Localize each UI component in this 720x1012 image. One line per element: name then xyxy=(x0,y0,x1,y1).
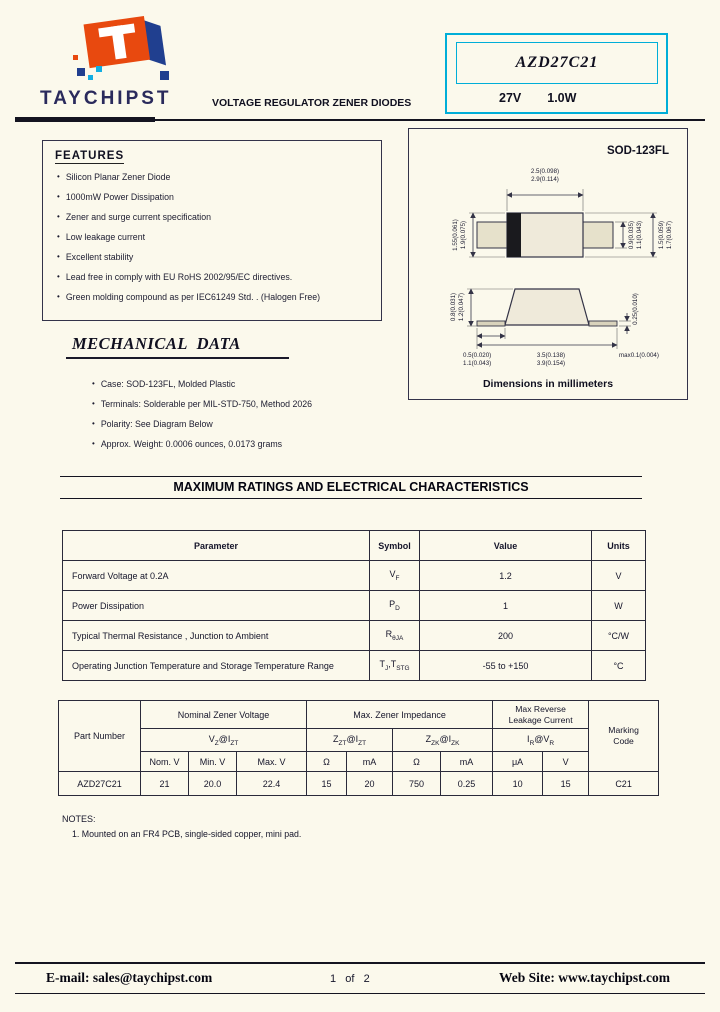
notes-item: 1. Mounted on an FR4 PCB, single-sided copper, mini pad. xyxy=(72,829,302,839)
symbol-sub: F xyxy=(395,574,400,582)
symbol-sub: J xyxy=(384,664,389,672)
col-header-units: Units xyxy=(592,531,646,561)
ratings-title: MAXIMUM RATINGS AND ELECTRICAL CHARACTERISTICS xyxy=(60,476,642,499)
mechanical-item: • Approx. Weight: 0.0006 ounces, 0.0173 grams xyxy=(92,439,312,449)
col-header-value: Value xyxy=(420,531,592,561)
mechanical-list xyxy=(92,379,312,459)
symbol-sub: D xyxy=(395,604,400,612)
brand-name: TAYCHIPST xyxy=(40,88,172,109)
footer-email-link[interactable]: E-mail: sales@taychipst.com xyxy=(46,970,213,985)
ratings-table xyxy=(62,530,646,681)
header-rule xyxy=(15,119,705,121)
col-header: Ω xyxy=(307,752,347,772)
dim-label: 2.5(0.098) xyxy=(530,168,560,175)
part-number-box xyxy=(445,33,668,114)
package-name: SOD-123FL xyxy=(607,145,669,157)
col-header: Max. V xyxy=(237,752,307,772)
cell-value: 10 xyxy=(493,772,543,796)
spec-voltage: 27V xyxy=(499,91,522,105)
elec-header-row-groups xyxy=(59,701,659,729)
features-title: FEATURES xyxy=(55,150,125,162)
cell-value: 22.4 xyxy=(237,772,307,796)
mechanical-item: • Polarity: See Diagram Below xyxy=(92,419,312,429)
dim-label: 0.25(0.010) xyxy=(632,293,639,325)
feature-item: • Low leakage current xyxy=(57,232,381,242)
page-title: VOLTAGE REGULATOR ZENER DIODES xyxy=(212,97,412,109)
col-header: mA xyxy=(347,752,393,772)
symbol-zzk-izk: $Z_{ZK}@I_{ZK}$ xyxy=(393,729,493,752)
col-header: μA xyxy=(493,752,543,772)
cell-symbol xyxy=(370,621,420,651)
dim-label: max0.1(0.004) xyxy=(619,352,659,359)
cell-units: W xyxy=(592,591,646,621)
cell-parameter: Typical Thermal Resistance , Junction to Ambient xyxy=(63,621,370,651)
elec-header-row-units xyxy=(59,752,659,772)
symbol-ir-vr: $I_R@V_R$ xyxy=(493,729,589,752)
cell-symbol xyxy=(370,591,420,621)
group-header-nominal-voltage: Nominal Zener Voltage xyxy=(141,701,307,729)
dim-label: 0.9(0.035) xyxy=(628,220,635,250)
mechanical-title: MECHANICAL DATA xyxy=(66,334,289,359)
cell-value: 200 xyxy=(420,621,592,651)
cell-value: 1 xyxy=(420,591,592,621)
cell-value: 20.0 xyxy=(189,772,237,796)
symbol-main: ,T xyxy=(388,659,397,670)
dim-label: 0.8(0.031) xyxy=(450,292,457,322)
cell-units: V xyxy=(592,561,646,591)
col-header: Min. V xyxy=(189,752,237,772)
footer-rule-top xyxy=(15,962,705,964)
col-header-symbol: Symbol xyxy=(370,531,420,561)
symbol-main: R xyxy=(385,629,393,640)
cell-symbol xyxy=(370,651,420,681)
leakage-line1: Max Reverse xyxy=(515,703,566,714)
cathode-band xyxy=(507,213,521,257)
col-header-marking xyxy=(589,701,659,772)
col-header: mA xyxy=(441,752,493,772)
electrical-table xyxy=(58,700,659,796)
col-header: Ω xyxy=(393,752,441,772)
dim-label: 0.5(0.020) xyxy=(463,352,492,359)
leakage-line2: Leakage Current xyxy=(508,714,573,725)
feature-item: • 1000mW Power Dissipation xyxy=(57,192,381,202)
symbol-main: T xyxy=(379,659,385,670)
col-header: Nom. V xyxy=(141,752,189,772)
table-row xyxy=(63,591,646,621)
dim-label: 1.2(0.047) xyxy=(458,292,465,322)
cell-value: 0.25 xyxy=(441,772,493,796)
footer-website-link[interactable]: Web Site: www.taychipst.com xyxy=(499,970,670,985)
cell-value: 750 xyxy=(393,772,441,796)
feature-item: • Lead free in comply with EU RoHS 2002/95/EC directives. xyxy=(57,272,381,282)
package-caption: Dimensions in millimeters xyxy=(482,378,614,390)
symbol-sub: θJA xyxy=(392,634,404,642)
notes-title: NOTES: xyxy=(62,814,96,824)
package-top-view xyxy=(477,213,613,257)
feature-item: • Excellent stability xyxy=(57,252,381,262)
package-diagram xyxy=(411,159,687,371)
col-header-parameter: Parameter xyxy=(63,531,370,561)
col-header: V xyxy=(543,752,589,772)
package-section xyxy=(408,128,688,400)
mechanical-item: • Case: SOD-123FL, Molded Plastic xyxy=(92,379,312,389)
cell-parameter: Power Dissipation xyxy=(63,591,370,621)
dim-label: 1.1(0.043) xyxy=(636,220,643,250)
taychipst-logo xyxy=(72,8,172,88)
dim-label: 3.5(0.138) xyxy=(536,352,566,359)
symbol-sub: STG xyxy=(396,664,410,672)
group-header-leakage xyxy=(493,701,589,729)
dim-label: 1.1(0.043) xyxy=(463,360,492,367)
dim-label: 1.55(0.061) xyxy=(452,219,459,251)
feature-item: • Zener and surge current specification xyxy=(57,212,381,222)
symbol-main: P xyxy=(389,599,396,610)
cell-marking-code: C21 xyxy=(589,772,659,796)
marking-line2: Code xyxy=(613,736,634,746)
table-row xyxy=(63,621,646,651)
symbol-main: V xyxy=(389,569,396,580)
feature-item: • Silicon Planar Zener Diode xyxy=(57,172,381,182)
page-number: 1 of 2 xyxy=(330,973,370,985)
marking-line1: Marking xyxy=(608,725,639,736)
dim-label: 1.7(0.067) xyxy=(666,220,673,250)
cell-value: 21 xyxy=(141,772,189,796)
part-number: AZD27C21 xyxy=(456,42,658,84)
cell-symbol xyxy=(370,561,420,591)
cell-part-number: AZD27C21 xyxy=(59,772,141,796)
symbol-vz-izt: $V_Z@I_{ZT}$ xyxy=(141,729,307,752)
dim-label: 1.5(0.059) xyxy=(658,220,665,250)
elec-header-row-symbols xyxy=(59,729,659,752)
cell-value: -55 to +150 xyxy=(420,651,592,681)
features-section xyxy=(42,140,382,321)
col-header-part-number: Part Number xyxy=(59,701,141,772)
symbol-zzt-izt: $Z_{ZT}@I_{ZT}$ xyxy=(307,729,393,752)
table-row xyxy=(63,561,646,591)
package-side-view xyxy=(477,289,617,326)
spec-power: 1.0W xyxy=(547,91,577,105)
footer-rule-bottom xyxy=(15,993,705,994)
mechanical-item: • Terminals: Solderable per MIL-STD-750, Method 2026 xyxy=(92,399,312,409)
table-row xyxy=(59,772,659,796)
features-list xyxy=(57,172,381,302)
part-specs xyxy=(447,91,666,105)
dim-label: 1.9(0.075) xyxy=(460,220,467,250)
dim-label: 2.9(0.114) xyxy=(531,176,559,183)
group-header-impedance: Max. Zener Impedance xyxy=(307,701,493,729)
cell-value: 15 xyxy=(543,772,589,796)
cell-units: °C/W xyxy=(592,621,646,651)
feature-item: • Green molding compound as per IEC61249 Std. . (Halogen Free) xyxy=(57,292,381,302)
cell-value: 20 xyxy=(347,772,393,796)
cell-parameter: Operating Junction Temperature and Storage Temperature Range xyxy=(63,651,370,681)
cell-units: °C xyxy=(592,651,646,681)
cell-value: 1.2 xyxy=(420,561,592,591)
cell-parameter: Forward Voltage at 0.2A xyxy=(63,561,370,591)
cell-value: 15 xyxy=(307,772,347,796)
ratings-header-row xyxy=(63,531,646,561)
dim-label: 3.9(0.154) xyxy=(536,360,566,367)
table-row xyxy=(63,651,646,681)
